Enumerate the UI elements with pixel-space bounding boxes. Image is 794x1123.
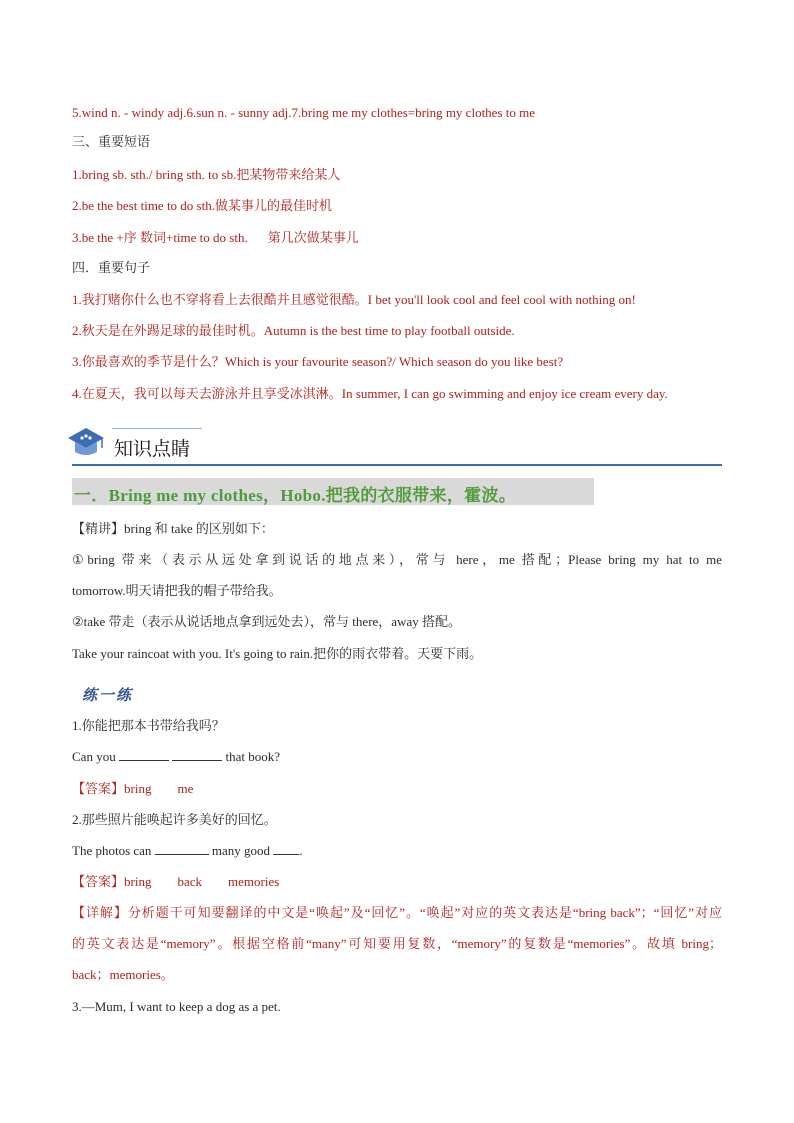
sentence-1: 1.我打赌你什么也不穿将看上去很酷并且感觉很酷。I bet you'll look cool and feel cool with nothing on! <box>72 292 636 307</box>
section-title: 知识点睛 <box>114 438 191 460</box>
q2-detail-1 <box>72 904 722 923</box>
sentence-4: 4.在夏天，我可以每天去游泳并且享受冰淇淋。In summer, I can go swimming and enjoy ice cream every day. <box>72 386 668 401</box>
section-title-overline <box>112 428 202 429</box>
phrase-3-en: 3.be the +序 数词+time to do sth. <box>72 230 248 245</box>
q2-answer-tag: 【答案】 <box>72 875 125 890</box>
sentence-2: 2.秋天是在外踢足球的最佳时机。Autumn is the best time to play football outside. <box>72 323 515 338</box>
q2-text-a: The photos can <box>72 843 152 858</box>
q2-detail-2: 的英文表达是“memory”。根据空格前“many”可知要用复数，“memory”的复数是“memories”。故填 bring； <box>72 936 722 951</box>
phrase-3 <box>72 229 359 247</box>
q1-answer-1: bring <box>124 781 152 796</box>
q3-line: 3.—Mum, I want to keep a dog as a pet. <box>72 999 281 1014</box>
explain-intro-text: bring 和 take 的区别如下： <box>124 521 274 536</box>
q2-detail-3: back；memories。 <box>72 967 174 982</box>
q2-blank-2[interactable] <box>273 842 299 855</box>
q2-answer-2: back <box>177 874 203 889</box>
q1-answer-tag: 【答案】 <box>72 782 125 797</box>
q1-blank-1[interactable] <box>119 748 169 761</box>
bring-line-2: tomorrow.明天请把我的帽子带给我。 <box>72 583 282 598</box>
q2-answer <box>72 873 279 892</box>
q2-blank-1[interactable] <box>155 842 209 855</box>
q1-answer-2: me <box>177 781 194 796</box>
q2-text-c: . <box>299 843 303 858</box>
take-line: ②take 带走（表示从说话地点拿到远处去），常与 there，away 搭配。 <box>72 614 461 629</box>
phrase-3-cn: 第几次做某事儿 <box>267 230 359 245</box>
section-divider <box>72 464 722 466</box>
q1-blank-2[interactable] <box>172 748 222 761</box>
practice-title: 练一练 <box>82 686 134 704</box>
q2-answer-1: bring <box>124 874 152 889</box>
q2-detail-text-1: 分析题干可知要翻译的中文是“唤起”及“回忆”。“唤起”对应的英文表达是“bring back”；“回忆”对应 <box>127 905 722 920</box>
sentence-3: 3.你最喜欢的季节是什么？Which is your favourite season?/ Which season do you like best? <box>72 354 564 369</box>
take-example: Take your raincoat with you. It's going to rain.把你的雨衣带着。天要下雨。 <box>72 646 483 661</box>
q1-cn: 1.你能把那本书带给我吗？ <box>72 718 225 733</box>
q2-answer-3: memories <box>228 874 280 889</box>
vocab-line: 5.wind n. - windy adj.6.sun n. - sunny adj.7.bring me my clothes=bring my clothes to me <box>72 105 535 120</box>
q2-en <box>72 842 303 860</box>
q2-text-b: many good <box>211 843 271 858</box>
q1-text-a: Can you <box>72 749 116 764</box>
q1-answer <box>72 780 193 799</box>
explain-intro <box>72 520 274 539</box>
explain-tag: 【精讲】 <box>72 522 125 537</box>
graduation-cap-icon <box>66 422 106 460</box>
q2-detail-tag: 【详解】 <box>72 906 128 921</box>
q1-text-b: that book? <box>225 749 280 764</box>
point-title: 一．Bring me my clothes，Hobo.把我的衣服带来，霍波。 <box>74 486 517 505</box>
phrase-1: 1.bring sb. sth./ bring sth. to sb.把某物带来给某人 <box>72 167 341 182</box>
sentences-heading: 四．重要句子 <box>72 261 151 276</box>
phrase-2: 2.be the best time to do sth.做某事儿的最佳时机 <box>72 198 332 213</box>
phrases-heading: 三、重要短语 <box>72 135 151 150</box>
q2-cn: 2.那些照片能唤起许多美好的回忆。 <box>72 812 277 827</box>
bring-line-1: ①bring 带来（表示从远处拿到说话的地点来），常与 here，me 搭配；Please bring my hat to me <box>72 552 722 567</box>
q1-en <box>72 748 280 766</box>
